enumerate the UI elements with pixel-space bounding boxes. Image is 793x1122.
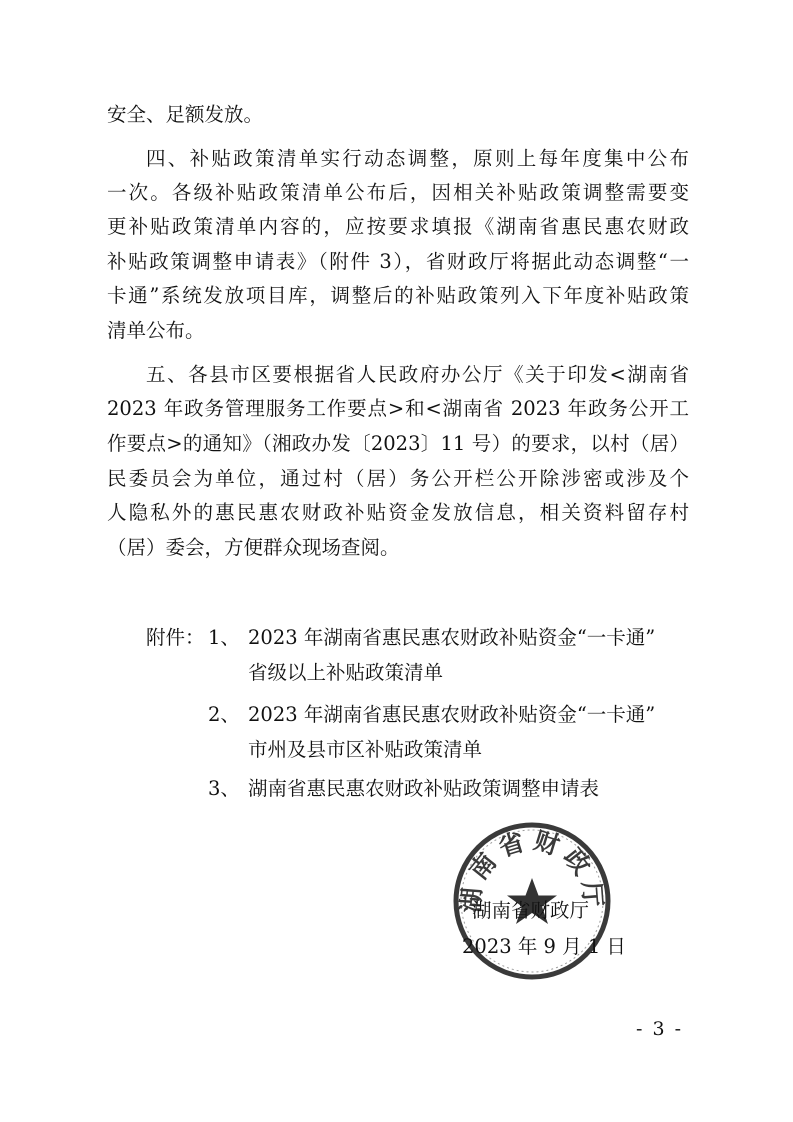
issuing-organization: 湖南省财政厅 <box>472 899 590 922</box>
attachment-title-cont: 省级以上补贴政策清单 <box>248 661 444 684</box>
body-line: 作要点>的通知》（湘政办发〔2023〕11 号）的要求，以村（居） <box>107 432 689 455</box>
body-line: 人隐私外的惠民惠农财政补贴资金发放信息，相关资料留存村 <box>107 501 689 524</box>
attachment-title-cont: 市州及县市区补贴政策清单 <box>248 738 483 761</box>
body-line: 更补贴政策清单内容的，应按要求填报《湖南省惠民惠农财政 <box>107 215 689 238</box>
body-line: 四、补贴政策清单实行动态调整，原则上每年度集中公布 <box>146 147 689 170</box>
body-line: 补贴政策调整申请表》（附件 3），省财政厅将据此动态调整“一 <box>107 250 689 273</box>
body-line: （居）委会，方便群众现场查阅。 <box>107 536 400 559</box>
attachment-title: 2023 年湖南省惠民惠农财政补贴资金“一卡通” <box>248 703 656 726</box>
attachment-number: 3、 <box>208 777 240 800</box>
body-line: 清单公布。 <box>107 319 205 342</box>
body-line: 安全、足额发放。 <box>107 103 264 126</box>
body-line: 五、各县市区要根据省人民政府办公厅《关于印发<湖南省 <box>146 363 689 386</box>
attachment-number: 2、 <box>208 703 240 726</box>
body-line: 卡通”系统发放项目库，调整后的补贴政策列入下年度补贴政策 <box>107 284 689 307</box>
body-line: 一次。各级补贴政策清单公布后，因相关补贴政策调整需要变 <box>107 181 689 204</box>
svg-text:湖南省财政厅: 湖南省财政厅 <box>456 825 608 914</box>
attachment-number: 1、 <box>208 626 240 649</box>
issue-date: 2023 年 9 月 1 日 <box>462 935 626 958</box>
attachment-title: 湖南省惠民惠农财政补贴政策调整申请表 <box>248 777 600 800</box>
body-line: 民委员会为单位，通过村（居）务公开栏公开除涉密或涉及个 <box>107 467 689 490</box>
page-number: - 3 - <box>636 1018 684 1040</box>
attachment-label: 附件： <box>146 626 205 649</box>
attachment-title: 2023 年湖南省惠民惠农财政补贴资金“一卡通” <box>248 626 656 649</box>
body-line: 2023 年政务管理服务工作要点>和<湖南省 2023 年政务公开工 <box>107 397 689 420</box>
